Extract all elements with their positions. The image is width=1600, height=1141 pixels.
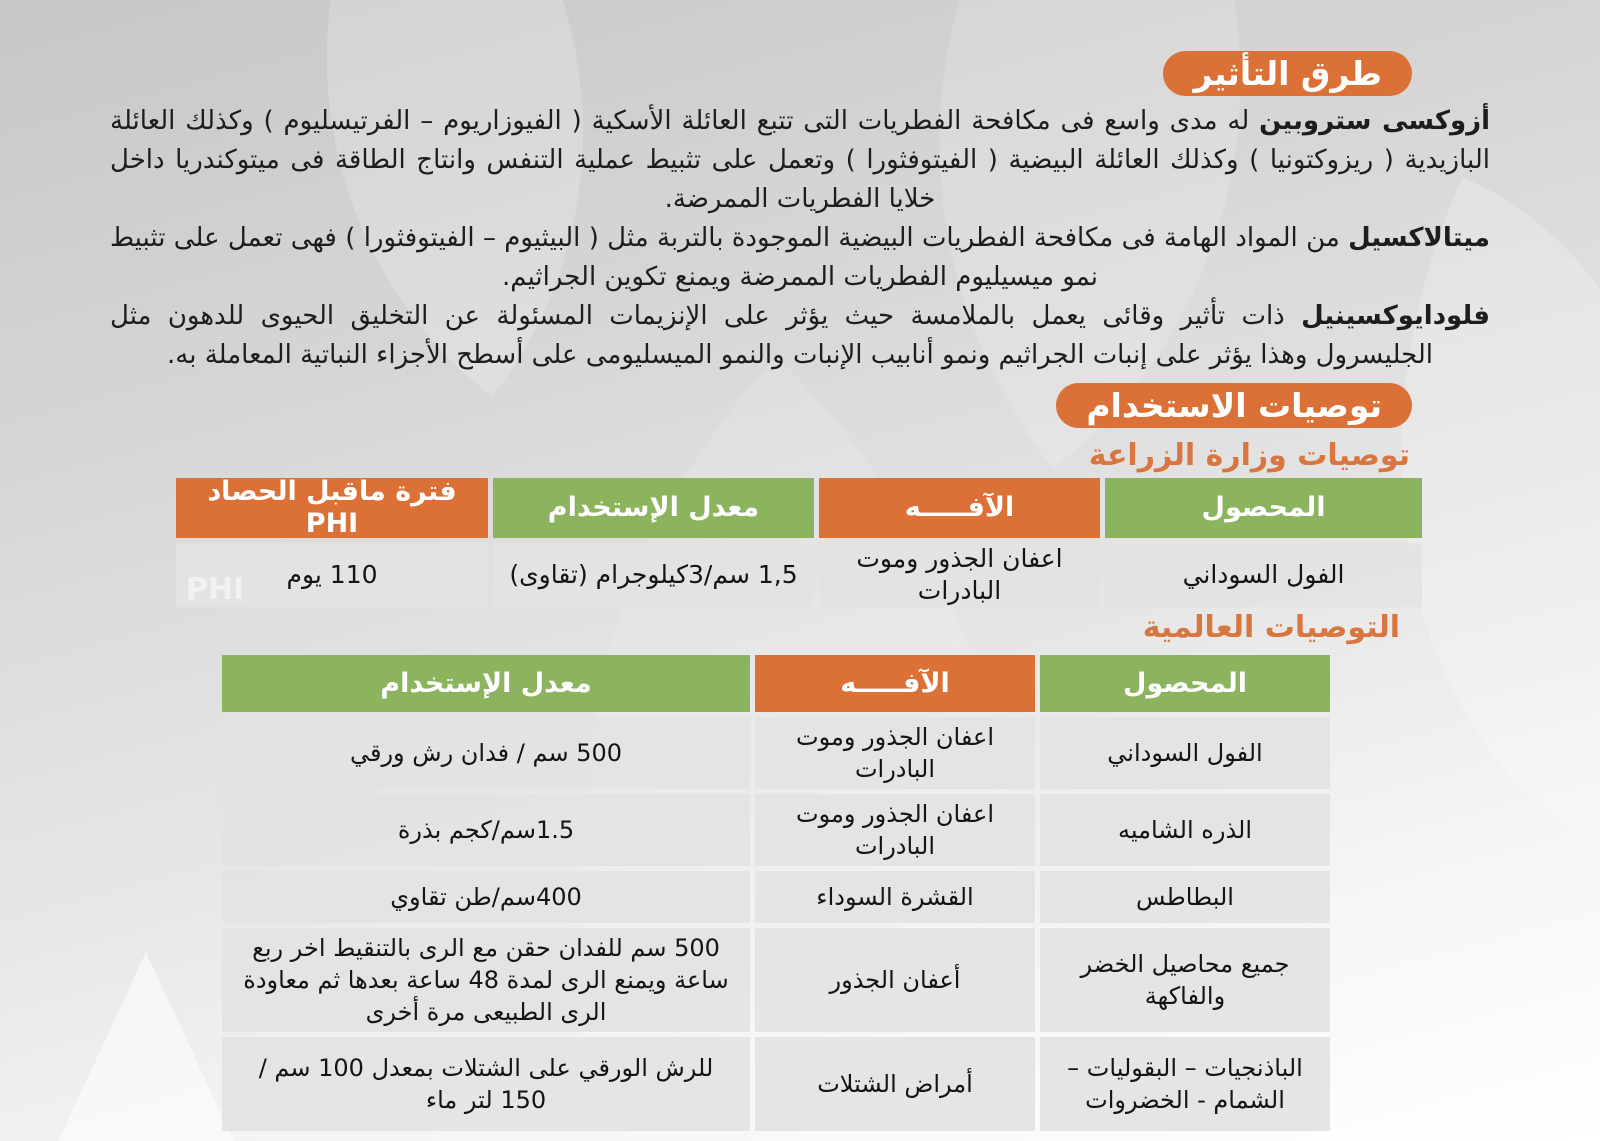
column-header-pest: الآفـــــه xyxy=(755,655,1035,712)
cell-crop: الذره الشاميه xyxy=(1040,794,1330,866)
cell-pest: اعفان الجذور وموت البادرات xyxy=(819,543,1100,607)
cell-pest: أمراض الشتلات xyxy=(755,1037,1035,1131)
ministry-recommendations-title: توصيات وزارة الزراعة xyxy=(1088,438,1410,473)
paragraph-body: له مدى واسع فى مكافحة الفطريات التى تتبع العائلة الأسكية ( الفيوزاريوم – الفرتيسليوم ) وكذلك العائلة البازيدية ( ريزوكتونيا ) وكذلك العائلة البيضية ( الفيتوفثورا ) وتعمل على تثبيط عملية التنفس وانتاج الطاقة فى ميتوكندريا داخل خلايا الفطريات الممرضة. xyxy=(110,106,1490,214)
phi-watermark: PHI xyxy=(186,572,245,607)
cell-rate: 1.5سم/كجم بذرة xyxy=(222,794,750,866)
paragraph-metalaxyl xyxy=(110,219,1490,297)
cell-crop: البطاطس xyxy=(1040,871,1330,923)
cell-pest: اعفان الجذور وموت البادرات xyxy=(755,717,1035,789)
cell-rate: 500 سم للفدان حقن مع الرى بالتنقيط اخر ربع ساعة ويمنع الرى لمدة 48 ساعة بعدها ثم معاودة الرى الطبيعى مرة أخرى xyxy=(222,928,750,1032)
table-header-row xyxy=(222,655,1330,712)
column-header-crop: المحصول xyxy=(1105,478,1422,538)
triangle-watermark xyxy=(58,952,234,1141)
table-row xyxy=(176,543,1422,607)
column-header-rate: معدل الإستخدام xyxy=(493,478,814,538)
cell-crop: الباذنجيات – البقوليات – الشمام - الخضروات xyxy=(1040,1037,1330,1131)
table-row xyxy=(222,1037,1330,1131)
cell-rate: للرش الورقي على الشتلات بمعدل 100 سم / 150 لتر ماء xyxy=(222,1037,750,1131)
paragraph-fludioxonil xyxy=(110,297,1490,375)
table-row xyxy=(222,871,1330,923)
paragraph-body: ذات تأثير وقائى يعمل بالملامسة حيث يؤثر على الإنزيمات المسئولة عن التخليق الحيوى للدهون مثل الجليسرول وهذا يؤثر على إنبات الجراثيم ونمو أنابيب الإنبات والنمو الميسليومى على أسطح الأجزاء النباتية المعاملة به. xyxy=(110,301,1434,370)
methods-text-block xyxy=(110,102,1490,375)
cell-pest: اعفان الجذور وموت البادرات xyxy=(755,794,1035,866)
column-header-rate: معدل الإستخدام xyxy=(222,655,750,712)
cell-crop: الفول السوداني xyxy=(1040,717,1330,789)
phi-value: 110 يوم xyxy=(286,560,378,589)
table-row xyxy=(222,794,1330,866)
cell-crop: جميع محاصيل الخضر والفاكهة xyxy=(1040,928,1330,1032)
column-header-phi: فترة ماقبل الحصاد PHI xyxy=(176,478,488,538)
column-header-crop: المحصول xyxy=(1040,655,1330,712)
paragraph-body: من المواد الهامة فى مكافحة الفطريات البيضية الموجودة بالتربة مثل ( البيثيوم – الفيتوفثورا ) فهى تعمل على تثبيط نمو ميسيليوم الفطريات الممرضة ويمنع تكوين الجراثيم. xyxy=(110,223,1349,292)
table-row xyxy=(222,717,1330,789)
cell-rate: 400سم/طن تقاوي xyxy=(222,871,750,923)
global-recommendations-title: التوصيات العالمية xyxy=(1142,610,1400,645)
cell-crop: الفول السوداني xyxy=(1105,543,1422,607)
compound-name: فلودايوكسينيل xyxy=(1301,301,1490,331)
cell-phi xyxy=(176,543,488,607)
table-row xyxy=(222,928,1330,1032)
cell-rate: 500 سم / فدان رش ورقي xyxy=(222,717,750,789)
global-table xyxy=(222,655,1330,1136)
ministry-table xyxy=(176,478,1422,612)
cell-pest: أعفان الجذور xyxy=(755,928,1035,1032)
cell-pest: القشرة السوداء xyxy=(755,871,1035,923)
compound-name: ميتالاكسيل xyxy=(1348,223,1490,253)
table-header-row xyxy=(176,478,1422,538)
usage-recommendations-badge: توصيات الاستخدام xyxy=(1056,383,1412,428)
column-header-pest: الآفـــــه xyxy=(819,478,1100,538)
compound-name: أزوكسى ستروبين xyxy=(1259,106,1491,136)
methods-of-action-badge: طرق التأثير xyxy=(1163,51,1412,96)
paragraph-azoxystrobin xyxy=(110,102,1490,219)
cell-rate: 1,5 سم/3كيلوجرام (تقاوى) xyxy=(493,543,814,607)
